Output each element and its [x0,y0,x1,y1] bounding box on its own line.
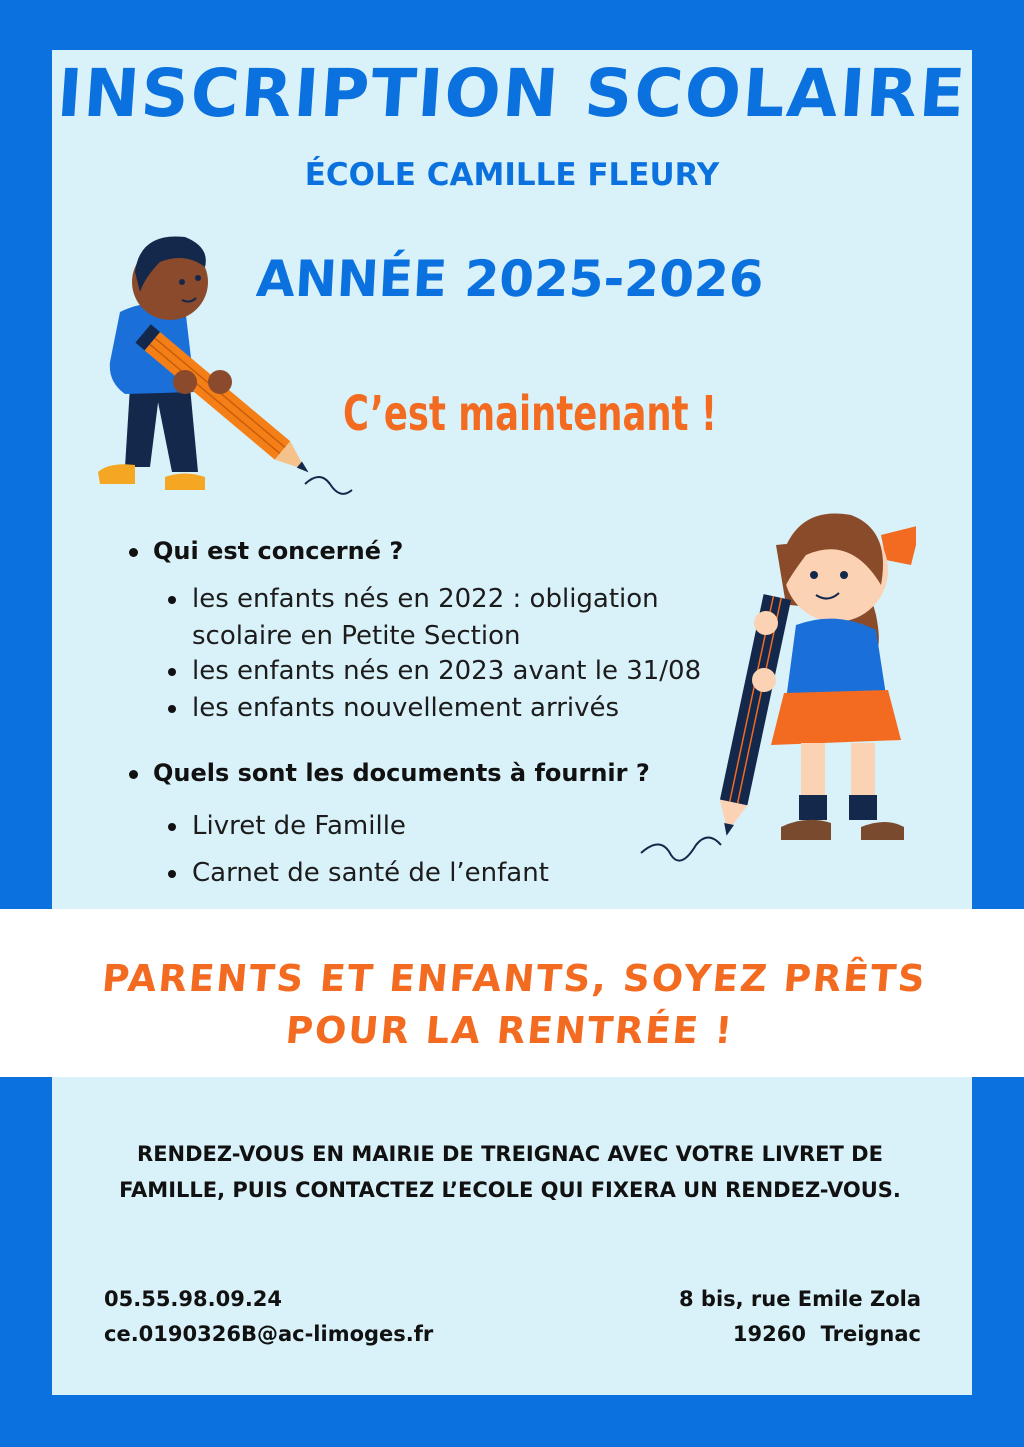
phone-number: 05.55.98.09.24 [104,1287,283,1311]
tagline: C’est maintenant ! [342,386,718,442]
city-address: 19260 Treignac [732,1322,921,1346]
document-item: Carnet de santé de l’enfant [192,855,712,892]
address [679,1282,921,1352]
poster-title: INSCRIPTION SCOLAIRE [54,55,970,132]
instructions-line: RENDEZ-VOUS EN MAIRIE DE TREIGNAC AVEC VOTRE LIVRET DE [137,1142,883,1166]
contact-info [104,1282,433,1352]
boy-with-pencil-illustration [90,222,370,502]
banner-text [0,953,1024,1057]
who-item: les enfants nés en 2022 : obligation scolaire en Petite Section [192,581,712,655]
banner-line: PARENTS ET ENFANTS, SOYEZ PRÊTS [100,957,929,1000]
document-item: Livret de Famille [192,808,712,845]
who-item: les enfants nés en 2023 avant le 31/08 [192,653,712,690]
instructions-line: FAMILLE, PUIS CONTACTEZ L’ECOLE QUI FIXERA UN RENDEZ-VOUS. [119,1178,901,1202]
documents-question: Quels sont les documents à fournir ? [153,759,650,787]
who-question: Qui est concerné ? [153,537,404,565]
banner-line: POUR LA RENTRÉE ! [283,1009,736,1052]
street-address: 8 bis, rue Emile Zola [678,1287,921,1311]
school-year: ANNÉE 2025-2026 [254,250,766,308]
email-address: ce.0190326B@ac-limoges.fr [104,1322,434,1346]
who-item: les enfants nouvellement arrivés [192,690,712,727]
instructions [60,1136,960,1208]
school-name: ÉCOLE CAMILLE FLEURY [304,157,720,193]
